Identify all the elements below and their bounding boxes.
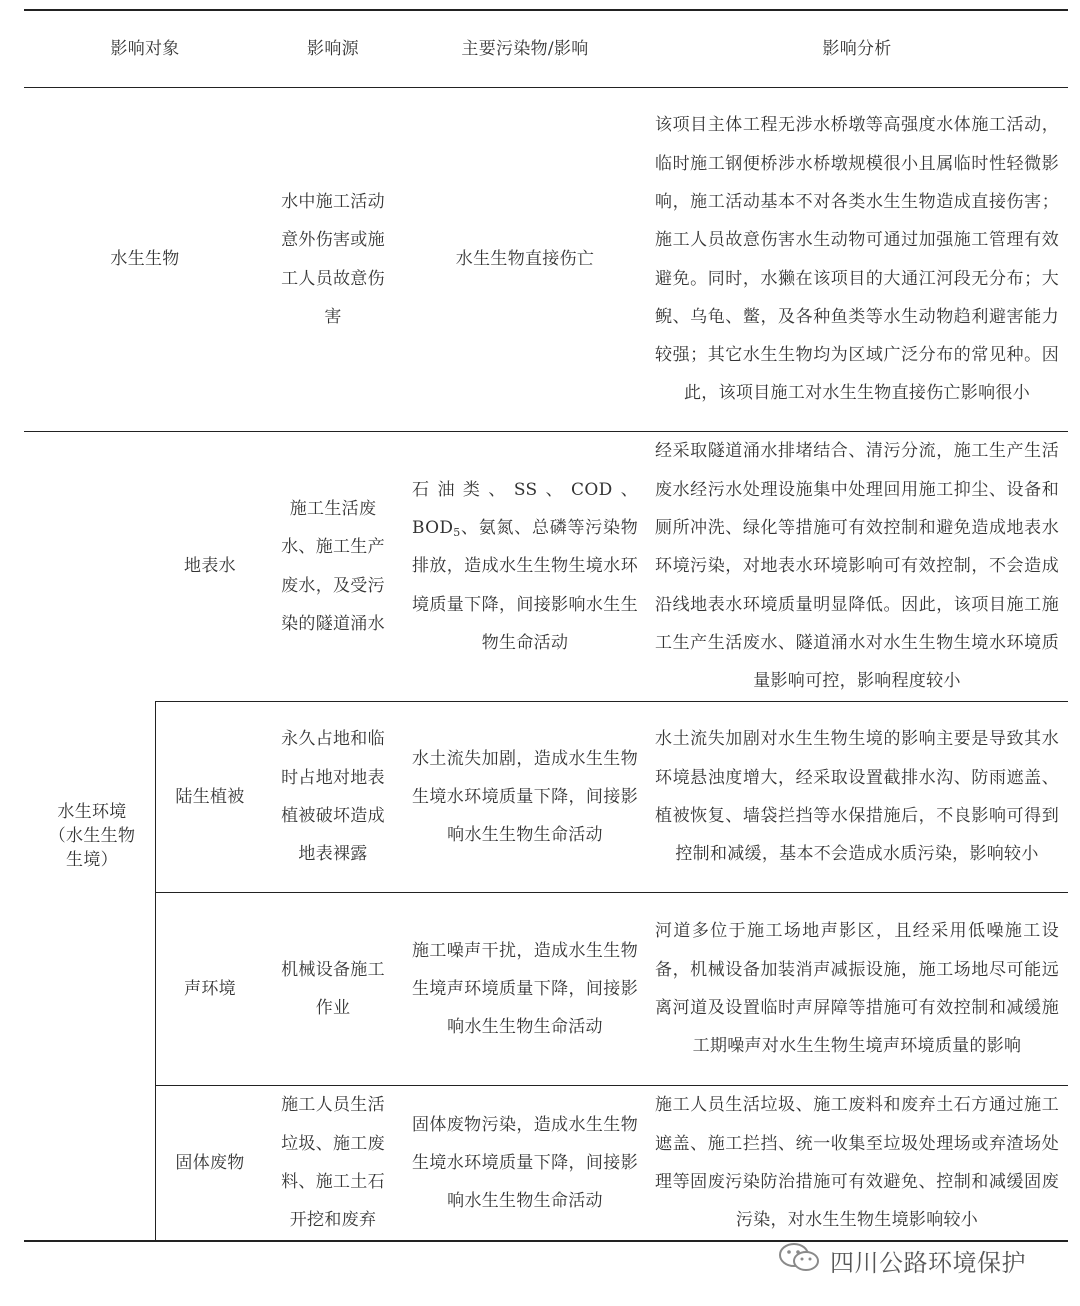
subrow-acoustic-label: 声环境 [184,978,236,999]
subrow-solid-waste-label: 固体废物 [175,1152,245,1173]
subrow-vegetation-label: 陆生植被 [175,786,245,807]
subrow-solid-waste-analysis: 施工人员生活垃圾、施工废料和废弃土石方通过施工遮盖、施工拦挡、统一收集至垃圾处理场或弃渣场处理等固废污染防治措施可有效避免、控制和减缓固废污染，对水生生物生境影响较小 [655,1095,1059,1231]
group-vertical-rule [155,701,156,1241]
watermark-text: 四川公路环境保护 [830,1248,1026,1277]
subrow-acoustic-analysis: 河道多位于施工场地声影区，且经采用低噪施工设备，机械设备加装消声减振设施，施工场地尽可能远离河道及设置临时声屏障等措施可有效控制和减缓施工期噪声对水生生物生境声环境质量的影响 [655,921,1059,1057]
pollutant-text-b: 、氨氮、总磷等污染物排放，造成水生生物生境水环境质量下降，间接影响水生生物生命活动 [412,518,638,653]
subrow-vegetation-pollutant: 水土流失加剧，造成水生生物生境水环境质量下降，间接影响水生生物生命活动 [412,748,638,846]
wechat-icon [778,1240,822,1280]
subrow-surface-water-source: 施工生活废 水、施工生产 废水，及受污 染的隧道涌水 [281,498,385,634]
row1-source: 水中施工活动 意外伤害或施 工人员故意伤 害 [281,191,385,327]
subrow-acoustic-pollutant: 施工噪声干扰，造成水生生物生境声环境质量下降，间接影响水生生物生命活动 [412,940,638,1038]
watermark [778,1240,1026,1280]
subrow-vegetation-analysis: 水土流失加剧对水生生物生境的影响主要是导致其水环境悬浊度增大，经采取设置截排水沟、防雨遮盖、植被恢复、墙袋拦挡等水保措施后，不良影响可得到控制和减缓，基本不会造成水质污染，影响较小 [655,729,1059,865]
subrow-surface-water-pollutant [412,432,638,701]
row1-analysis: 该项目主体工程无涉水桥墩等高强度水体施工活动，临时施工钢便桥涉水桥墩规模很小且属临时性轻微影响，施工活动基本不对各类水生生物造成直接伤害；施工人员故意伤害水生动物可通过加强施工管理有效避免。同时，水獭在该项目的大通江河段无分布；大鲵、乌龟、鳖，及各种鱼类等水生动物趋利避害能力较强；其它水生生物均为区域广泛分布的常见种。因此，该项目施工对水生生物直接伤亡影响很小 [655,115,1059,404]
header-object: 影响对象 [110,39,180,59]
subrow-solid-waste-source: 施工人员生活 垃圾、施工废 料、施工土石 开挖和废弃 [281,1095,385,1231]
row1-object: 水生生物 [110,249,180,270]
subrow-surface-water-label: 地表水 [184,556,236,577]
subrow-surface-water-analysis: 经采取隧道涌水排堵结合、清污分流，施工生产生活废水经污水处理设施集中处理回用施工抑尘、设备和厕所冲洗、绿化等措施可有效控制和避免造成地表水环境污染，对地表水环境影响可有效控制，不会造成沿线地表水环境质量明显降低。因此，该项目施工施工生产生活废水、隧道涌水对水生生物生境水环境质量影响可控，影响程度较小 [655,441,1059,692]
row1-pollutant: 水生生物直接伤亡 [455,249,595,270]
header-analysis: 影响分析 [822,39,892,59]
group-object: 水生环境 （水生生物 生境） [48,802,136,870]
subrow-acoustic-source: 机械设备施工 作业 [281,959,385,1018]
header-source: 影响源 [307,39,359,59]
bod-subscript: 5 [453,526,461,540]
header-pollutant: 主要污染物/影响 [461,39,589,59]
subrow-solid-waste-pollutant: 固体废物污染，造成水生生物生境水环境质量下降，间接影响水生生物生命活动 [412,1114,638,1212]
subrow-vegetation-source: 永久占地和临 时占地对地表 植被破坏造成 地表裸露 [281,729,385,865]
pollutant-text-a: 石油类、SS、COD、BOD [412,479,638,539]
